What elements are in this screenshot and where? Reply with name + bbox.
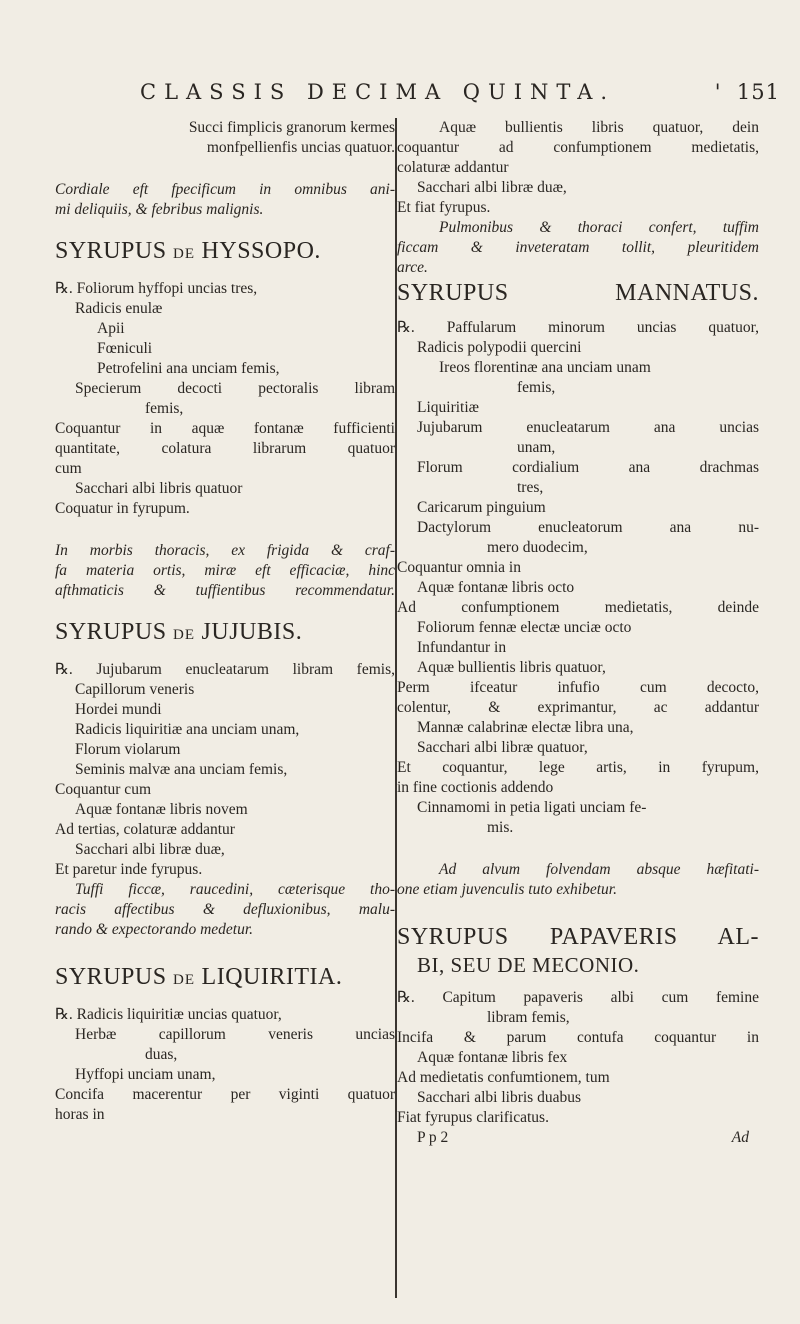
page-number bbox=[715, 80, 780, 104]
recipe-line: Mannæ calabrinæ electæ libra una, bbox=[417, 719, 634, 736]
recipe-line: femis, bbox=[145, 400, 184, 417]
recipe-line: Ad tertias, colaturæ addantur bbox=[55, 821, 235, 838]
recipe-line: Radicis liquiritiæ ana unciam unam, bbox=[75, 721, 300, 738]
recipe-line: quantitate, colatura librarum quatuor bbox=[55, 440, 395, 457]
section-heading: SYRUPUS PAPAVERIS AL- bbox=[397, 924, 759, 950]
recipe-line: Fiat fyrupus clarificatus. bbox=[397, 1109, 549, 1126]
section-heading: SYRUPUS DE JUJUBIS. bbox=[55, 619, 303, 645]
section-heading: SYRUPUS MANNATUS. bbox=[397, 280, 759, 306]
right-column bbox=[397, 118, 759, 1298]
recipe-line: Et paretur inde fyrupus. bbox=[55, 861, 203, 878]
note-line: rando & expectorando medetur. bbox=[55, 921, 254, 938]
recipe-line: Infundantur in bbox=[417, 639, 507, 656]
note-line: Cordiale eft fpecificum in omnibus ani- bbox=[55, 181, 395, 198]
section-heading-continued: BI, SEU DE MECONIO. bbox=[417, 953, 640, 977]
note-line: arce. bbox=[397, 259, 428, 276]
note-line: Ad alvum folvendam absque hæfitati- bbox=[439, 861, 759, 878]
note-line: afthmaticis & tuffientibus recommendatur. bbox=[55, 582, 395, 599]
recipe-line: Incifa & parum contufa coquantur in bbox=[397, 1029, 759, 1046]
recipe-line: Liquiritiæ bbox=[417, 399, 479, 416]
left-column bbox=[55, 118, 395, 1298]
recipe-line: Dactylorum enucleatorum ana nu- bbox=[417, 519, 759, 536]
text-line: Sacchari albi libræ duæ, bbox=[417, 179, 567, 196]
recipe-line: Aquæ fontanæ libris novem bbox=[75, 801, 248, 818]
running-head-title: CLASSIS DECIMA QUINTA. bbox=[140, 80, 616, 104]
recipe-line: Coquantur cum bbox=[55, 781, 151, 798]
recipe-line: ℞. Paffularum minorum uncias quatuor, bbox=[397, 319, 759, 336]
recipe-line: Sacchari albi libris quatuor bbox=[75, 480, 243, 497]
recipe-line: Aquæ bullientis libris quatuor, bbox=[417, 659, 606, 676]
recipe-line: Caricarum pinguium bbox=[417, 499, 546, 516]
recipe-line: Florum violarum bbox=[75, 741, 181, 758]
running-head bbox=[140, 80, 780, 110]
recipe-line: in fine coctionis addendo bbox=[397, 779, 554, 796]
recipe-line: Ireos florentinæ ana unciam unam bbox=[439, 359, 651, 376]
recipe-line: Ad medietatis confumtionem, tum bbox=[397, 1069, 610, 1086]
note-line: racis affectibus & defluxionibus, malu- bbox=[55, 901, 395, 918]
note-line: Pulmonibus & thoraci confert, tuffim bbox=[439, 219, 759, 236]
recipe-line: Aquæ fontanæ libris octo bbox=[417, 579, 575, 596]
text-line: Aquæ bullientis libris quatuor, dein bbox=[439, 119, 759, 136]
catchword: Ad bbox=[731, 1129, 749, 1146]
recipe-line: Sacchari albi libræ duæ, bbox=[75, 841, 225, 858]
recipe-line: Coquantur in aquæ fontanæ fufficienti bbox=[55, 420, 395, 437]
text-line: coquantur ad confumptionem medietatis, bbox=[397, 139, 759, 156]
recipe-line: libram femis, bbox=[487, 1009, 570, 1026]
text-line: Succi fimplicis granorum kermes bbox=[188, 119, 395, 136]
recipe-line: femis, bbox=[517, 379, 556, 396]
recipe-line: Florum cordialium ana drachmas bbox=[417, 459, 759, 476]
note-line: fa materia ortis, miræ eft efficaciæ, hinc bbox=[55, 562, 395, 579]
recipe-line: ℞. Radicis liquiritiæ uncias quatuor, bbox=[55, 1006, 282, 1023]
note-line: mi deliquiis, & febribus malignis. bbox=[55, 201, 264, 218]
note-line: In morbis thoracis, ex frigida & craf- bbox=[55, 542, 395, 559]
recipe-line: Foliorum fennæ electæ unciæ octo bbox=[417, 619, 632, 636]
recipe-line: Herbæ capillorum veneris uncias bbox=[75, 1026, 395, 1043]
recipe-line: Sacchari albi libris duabus bbox=[417, 1089, 581, 1106]
recipe-line: mis. bbox=[487, 819, 514, 836]
recipe-line: Specierum decocti pectoralis libram bbox=[75, 380, 395, 397]
page-tick-mark: ' bbox=[714, 80, 722, 104]
text-line: monfpellienfis uncias quatuor. bbox=[206, 139, 395, 156]
recipe-line: tres, bbox=[517, 479, 544, 496]
recipe-line: Apii bbox=[97, 320, 125, 337]
recipe-line: Coquantur omnia in bbox=[397, 559, 521, 576]
recipe-line: Fœniculi bbox=[97, 340, 153, 357]
recipe-line: Perm ifceatur infufio cum decocto, bbox=[397, 679, 759, 696]
page-footer bbox=[397, 1128, 759, 1148]
recipe-line: Ad confumptionem medietatis, deinde bbox=[397, 599, 759, 616]
recipe-line: ℞. Jujubarum enucleatarum libram femis, bbox=[55, 661, 395, 678]
recipe-line: ℞. Foliorum hyffopi uncias tres, bbox=[55, 280, 258, 297]
recipe-line: unam, bbox=[517, 439, 556, 456]
recipe-line: Coquatur in fyrupum. bbox=[55, 500, 190, 517]
recipe-line: Aquæ fontanæ libris fex bbox=[417, 1049, 568, 1066]
recipe-line: Radicis polypodii quercini bbox=[417, 339, 582, 356]
text-line: colaturæ addantur bbox=[397, 159, 509, 176]
recipe-line: mero duodecim, bbox=[487, 539, 588, 556]
page-number-value: 151 bbox=[736, 80, 780, 104]
section-heading: SYRUPUS DE HYSSOPO. bbox=[55, 238, 321, 264]
recipe-line: Concifa macerentur per viginti quatuor bbox=[55, 1086, 395, 1103]
recipe-line: Radicis enulæ bbox=[75, 300, 163, 317]
note-line: Tuffi ficcæ, raucedini, cæterisque tho- bbox=[75, 881, 395, 898]
recipe-line: Seminis malvæ ana unciam femis, bbox=[75, 761, 288, 778]
text-line: Et fiat fyrupus. bbox=[397, 199, 491, 216]
recipe-line: Capillorum veneris bbox=[75, 681, 195, 698]
note-line: ficcam & inveteratam tollit, pleuritidem bbox=[397, 239, 759, 256]
recipe-line: cum bbox=[55, 460, 82, 477]
recipe-line: Cinnamomi in petia ligati unciam fe- bbox=[417, 799, 647, 816]
recipe-line: Jujubarum enucleatarum ana uncias bbox=[417, 419, 759, 436]
recipe-line: duas, bbox=[145, 1046, 178, 1063]
signature-mark: P p 2 bbox=[417, 1129, 449, 1146]
recipe-line: Sacchari albi libræ quatuor, bbox=[417, 739, 588, 756]
recipe-line: ℞. Capitum papaveris albi cum femine bbox=[397, 989, 759, 1006]
note-line: one etiam juvenculis tuto exhibetur. bbox=[397, 881, 617, 898]
recipe-line: Et coquantur, lege artis, in fyrupum, bbox=[397, 759, 759, 776]
recipe-line: horas in bbox=[55, 1106, 105, 1123]
recipe-line: colentur, & exprimantur, ac addantur bbox=[397, 699, 759, 716]
section-heading: SYRUPUS DE LIQUIRITIA. bbox=[55, 964, 343, 990]
recipe-line: Hyffopi unciam unam, bbox=[75, 1066, 216, 1083]
recipe-line: Petrofelini ana unciam femis, bbox=[97, 360, 280, 377]
recipe-line: Hordei mundi bbox=[75, 701, 162, 718]
